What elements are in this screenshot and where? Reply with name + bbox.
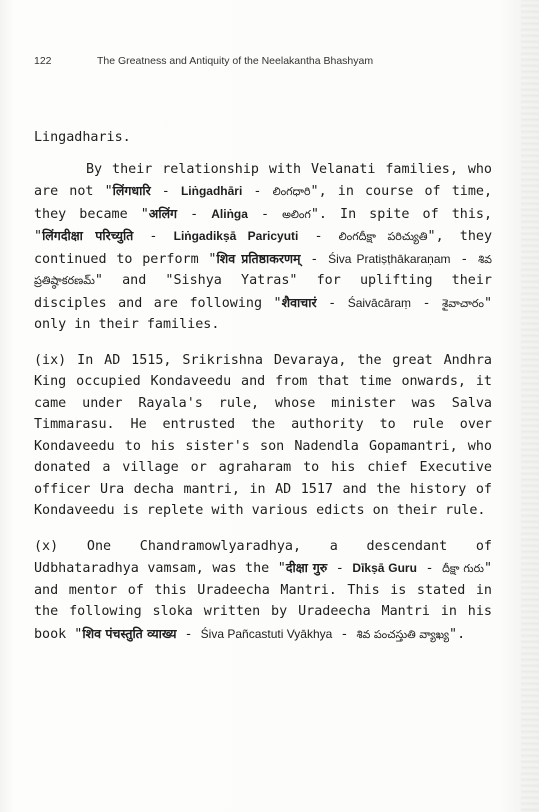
- separator: -: [416, 561, 443, 576]
- devanagari-term: शैवाचारं: [281, 294, 317, 310]
- telugu-term: దీక్షా గురు: [442, 562, 484, 575]
- text-run: By their relationship with Velanati families, who are not ": [34, 161, 492, 199]
- transliteration-term: Dīkṣā Guru: [352, 561, 417, 575]
- telugu-term: శివ పంచస్తుతి వ్యాఖ్య: [356, 627, 450, 641]
- separator: -: [176, 626, 201, 642]
- devanagari-term: शिव प्रतिष्ठाकरणम्: [216, 250, 301, 266]
- text-run: " and "Sishya Yatras" for uplifting their disciples and are following ": [34, 273, 492, 311]
- text-run: ".: [449, 626, 466, 642]
- devanagari-term: दीक्षा गुरु: [285, 560, 328, 575]
- devanagari-term: लिंगधारि: [112, 183, 151, 198]
- transliteration-term: Śiva Pratiṣṭhākaraṇam: [328, 251, 451, 266]
- separator: -: [316, 295, 348, 311]
- transliteration-term: Śaivācāraṃ: [347, 295, 412, 310]
- text-run: (x) One Chandramowlyaradhya, a descendant of Udbhataradhya vamsam, was the ": [34, 538, 492, 576]
- separator: -: [411, 295, 443, 311]
- paragraph-ix: (ix) In AD 1515, Srikrishna Devaraya, the great Andhra King occupied Kondaveedu and from that time onwards, it came under Rayala's rule, whose minister was Salva Timmarasu. He entrusted the authority to rule over Kondaveedu to his sister's son Nadendla Gopamantri, who donated a village or agraharam to his chief Executive officer Ura decha mantri, in AD 1517 and the history of Kondaveedu is replete with various edicts on their rule.: [34, 352, 492, 518]
- separator: -: [150, 184, 181, 199]
- devanagari-term: लिंगदीक्षा परिच्युति: [42, 228, 134, 243]
- telugu-term: లింగదీక్షా పరిచ్యుతి: [338, 230, 428, 243]
- transliteration-term: Liṅgadhāri: [180, 184, 243, 198]
- text-run: " and mentor of this Uradeecha Mantri. This is stated in the following sloka written by Uradeecha Mantri in his book ": [34, 561, 492, 642]
- telugu-term: అలింగ: [282, 207, 311, 221]
- paragraph-continuation: Lingadharis.: [34, 130, 131, 145]
- transliteration-term: Aliṅga: [211, 206, 248, 221]
- separator: -: [133, 229, 174, 244]
- devanagari-term: शिव पंचस्तुति व्याख्य: [82, 625, 177, 641]
- text-run: ", they continued to perform ": [34, 229, 493, 267]
- running-title: The Greatness and Antiquity of the Neelakantha Bhashyam: [97, 55, 374, 67]
- page-number: 122: [34, 55, 52, 67]
- page-edge-shadow: [521, 0, 539, 812]
- telugu-term: లింగధారి: [272, 185, 311, 198]
- devanagari-term: अलिंग: [148, 205, 178, 221]
- paragraph-velanati: [34, 159, 492, 336]
- separator: -: [298, 229, 339, 244]
- separator: -: [300, 251, 329, 267]
- paragraph-x: [34, 536, 492, 646]
- separator: -: [327, 561, 353, 576]
- transliteration-term: Śiva Pañcastuti Vyākhya: [200, 626, 333, 641]
- separator: -: [247, 206, 283, 222]
- transliteration-term: Liṅgadikṣā Paricyuti: [173, 229, 299, 243]
- telugu-term: శివ ప్రతిష్ఠాకరణమ్: [34, 252, 492, 287]
- separator: -: [332, 626, 357, 642]
- body-text: [34, 127, 492, 645]
- separator: -: [450, 251, 479, 267]
- text-run: " only in their families.: [34, 295, 493, 332]
- text-run: ", in course of time, they became ": [34, 184, 493, 222]
- separator: -: [242, 184, 273, 199]
- text-run: ". In spite of this, ": [34, 206, 493, 244]
- telugu-term: శైవాచారం: [442, 296, 484, 310]
- separator: -: [177, 206, 212, 222]
